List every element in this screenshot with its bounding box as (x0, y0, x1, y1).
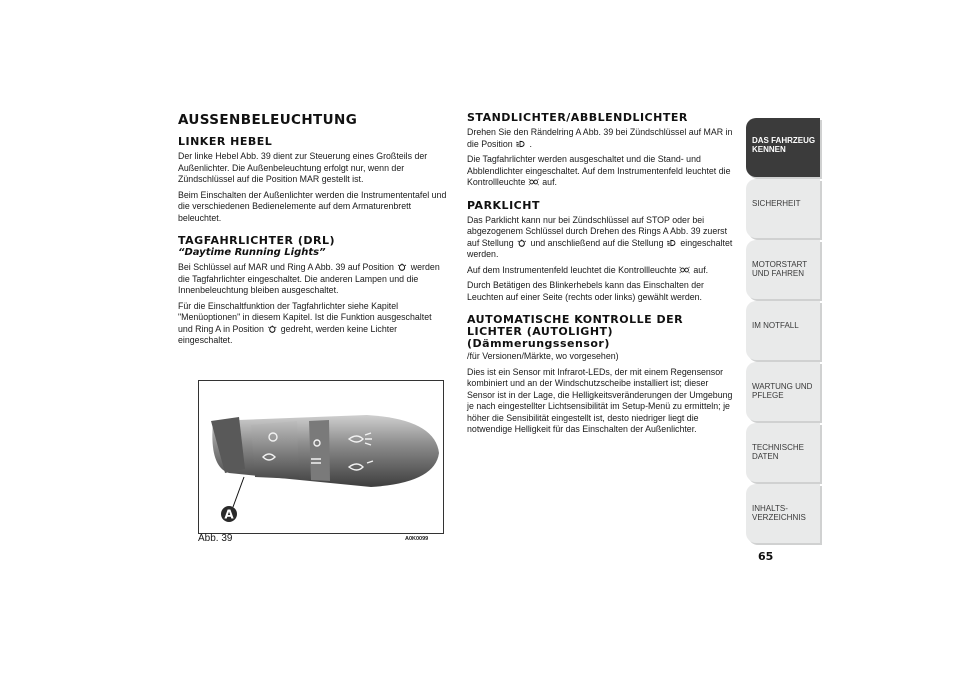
text-run: Das Parklicht kann nur bei Zündschlüssel auf STOP oder bei abgezogenem Schlüssel durch Drehen des Rings A Abb. 39 zuerst auf Stellung (467, 214, 728, 249)
paragraph (467, 154, 737, 189)
section-heading-parklicht: PARKLICHT (467, 198, 540, 212)
section-heading-standlichter: STANDLICHTER/ABBLENDLICHTER (467, 111, 688, 124)
text-run: und anschließend auf die Stellung (530, 237, 664, 249)
drl-icon (517, 239, 527, 247)
tab-im-notfall[interactable]: IM NOTFALL (746, 301, 820, 360)
chapter-tabs (746, 118, 820, 545)
figure-caption: Abb. 39 (198, 533, 233, 544)
paragraph (467, 265, 737, 277)
section-heading-linker-hebel: LINKER HEBEL (178, 135, 273, 148)
text-run: Die Tagfahrlichter werden ausgeschaltet und die Stand- und Abblendlichter eingeschaltet. Auf dem Instrumentenfeld leuchtet die Kontrollleuchte (467, 154, 731, 188)
low-beam-icon (667, 239, 677, 247)
section-heading-autolight-l1: AUTOMATISCHE KONTROLLE DER (467, 313, 684, 326)
section-heading-drl: TAGFAHRLICHTER (DRL) (178, 234, 335, 247)
text-run: Auf dem Instrumentenfeld leuchtet die Kontrollleuchte (467, 264, 677, 276)
page-number: 65 (758, 550, 774, 563)
low-beam-icon (516, 140, 526, 148)
parking-light-icon (680, 266, 690, 274)
text-run: werden die Tagfahrlichter eingeschaltet. Die anderen Lampen und die Innenbeleuchtung bleiben ausgeschaltet. (178, 262, 440, 296)
tab-motorstart-und-fahren[interactable]: MOTORSTART UND FAHREN (746, 240, 820, 299)
paragraph (178, 262, 448, 297)
tab-technische-daten[interactable]: TECHNISCHE DATEN (746, 423, 820, 482)
text-run: Bei Schlüssel auf MAR und Ring A Abb. 39 auf Position (178, 262, 394, 273)
paragraph: Durch Betätigen des Blinkerhebels kann das Einschalten der Leuchten auf einer Seite (rechts oder links) gewählt werden. (467, 280, 704, 303)
paragraph (178, 301, 448, 347)
middle-column (467, 112, 739, 440)
paragraph: Beim Einschalten der Außenlichter werden die Instrumententafel und die verschiedenen Bedienelemente auf dem Armaturenbrett beleuchtet. (178, 189, 447, 224)
paragraph: Dies ist ein Sensor mit Infrarot-LEDs, der mit einem Regensensor kombiniert und an der Windschutzscheibe installiert ist; dieser Sensor ist in der Lage, die Helligkeitsveränderungen der Umgebung je nach eingestellter Lichtsensibilität im Setup-Menü zu ermitteln; je höher die Sensibilität eingestellt ist, desto niedriger liegt die notwendige Helligkeit für das Einschalten der Außenlichter. (467, 366, 733, 435)
text-run: gedreht, werden keine Lichter eingeschaltet. (178, 323, 398, 346)
text-run: auf. (542, 177, 558, 188)
text-run: auf. (693, 264, 709, 276)
lever-illustration (198, 380, 444, 534)
tab-wartung-und-pflege[interactable]: WARTUNG UND PFLEGE (746, 362, 820, 421)
drl-icon (397, 263, 407, 271)
tab-inhaltsverzeichnis[interactable]: INHALTS- VERZEICHNIS (746, 484, 820, 543)
text-run: Für die Einschaltfunktion der Tagfahrlichter siehe Kapitel "Menüoptionen" in diesem Kapitel. Ist die Funktion ausgeschaltet und Ring A in Position (178, 300, 432, 335)
section-subheading-drl: “Daytime Running Lights” (178, 247, 326, 258)
section-heading-autolight-l2: LICHTER (AUTOLIGHT) (467, 325, 614, 338)
drl-icon (267, 325, 277, 333)
figure-code: A0K0099 (405, 536, 429, 542)
text-run: . (529, 138, 532, 150)
parking-light-icon (529, 178, 539, 186)
tab-das-fahrzeug-kennen[interactable]: DAS FAHRZEUG KENNEN (746, 118, 820, 177)
left-column (178, 112, 450, 351)
paragraph: Der linke Hebel Abb. 39 dient zur Steuerung eines Großteils der Außenlichter. Die Außenbeleuchtung erfolgt nur, wenn der Zündschlüssel auf die Position MAR gestellt ist. (178, 151, 428, 185)
paragraph (467, 127, 737, 150)
page-title: AUSSENBELEUCHTUNG (178, 112, 358, 128)
text-run: Drehen Sie den Rändelring A Abb. 39 bei Zündschlüssel auf MAR in die Position (467, 127, 733, 150)
text-run: eingeschaltet werden. (467, 237, 733, 260)
lever-drawing (199, 381, 443, 533)
callout-a: A (224, 507, 234, 522)
section-heading-autolight-l3: (Dämmerungssensor) (467, 337, 610, 350)
paragraph (467, 215, 737, 261)
section-note: /für Versionen/Märkte, wo vorgesehen) (467, 351, 619, 362)
tab-sicherheit[interactable]: SICHERHEIT (746, 179, 820, 238)
